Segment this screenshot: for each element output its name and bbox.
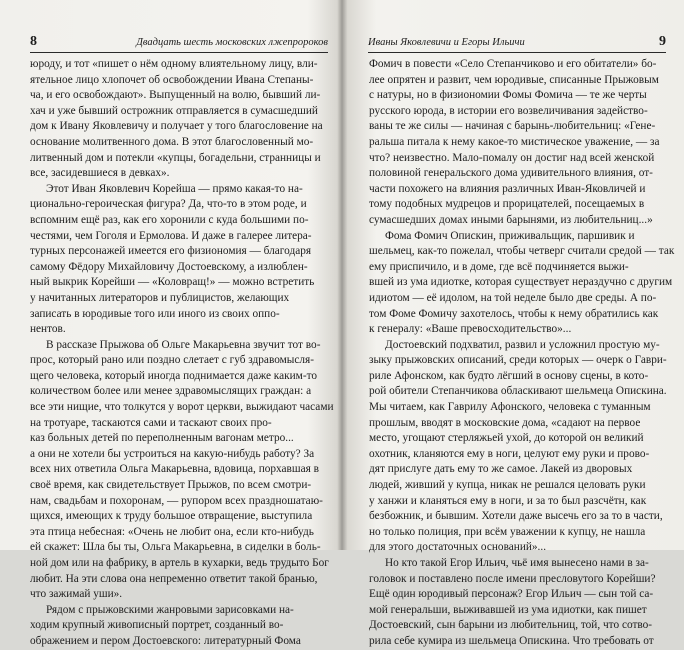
text-line: количеством более или менее здравомыслящих граждан: а (30, 385, 312, 398)
text-line: каз больных детей по переполненным вагонам метро... (30, 432, 294, 445)
text-line: ятельное лицо хлопочет об освобождении Ивана Степаны- (30, 73, 314, 86)
text-line: ображением и пером Достоевского: литературный Фома (30, 634, 301, 647)
text-line: тому подобных мудрецов и прорицателей, посещаемых в (369, 198, 645, 211)
right-running-head: Иваны Яковлевичи и Егоры Ильичи (368, 37, 525, 48)
text-line: записать в юродивые того или иного из своих оппо- (30, 307, 280, 320)
text-line: вшей из ума идиотке, которая существует нераздучно с другим (369, 276, 673, 289)
left-page (0, 0, 342, 647)
left-running-head: Двадцать шесть московских лжепророков (136, 37, 328, 48)
text-line: риле Афонском, как будто лёгший в основу сцены, в кото- (369, 369, 649, 382)
text-line: но только полиция, при всём уважении к купцу, не нашла (369, 525, 646, 538)
text-line: у начитанных литераторов и публицистов, желающих (30, 291, 290, 304)
text-line: рой обители Степанчикова облаcкивают шельмеца Опискина. (369, 385, 667, 398)
text-line: охотник, кланяются ему в ноги, целуют ему руки и прово- (369, 447, 650, 460)
left-page-text (30, 57, 334, 650)
text-line: ходим крупный живописный портрет, созданный во- (30, 619, 284, 632)
text-line: нентов. (30, 323, 66, 336)
text-line: вспомним ещё раз, как его хоронили с куда большими по- (30, 213, 309, 226)
text-line: лее опрятен и развит, чем юродивые, списанные Прыжовым (369, 73, 659, 86)
text-line: ей скажет: Шла бы ты, Ольга Макарьевна, в сиделки в боль- (30, 541, 321, 554)
right-page (342, 0, 684, 647)
left-page-header (30, 33, 328, 49)
text-line: сумасшедших домах иными барынями, из любительниц...» (369, 213, 653, 226)
text-line: к генералу: «Ваше превосходительство»... (369, 323, 572, 336)
text-line: все, засидевшиеся в девках». (30, 167, 170, 180)
text-line: Мы читаем, как Гаврилу Афонского, человека с туманным (369, 401, 651, 414)
text-line: с натуры, но в физиономии Фомы Фомича — те же черты (369, 89, 647, 102)
text-line: В рассказе Прыжова об Ольге Макарьевна звучит тот во- (46, 338, 321, 351)
text-line: рила себе кумира из шельмеца Опискина. Что требовать от (369, 634, 654, 647)
text-line: идиотом — её идолом, на той неделе было две среды. А по- (369, 291, 657, 304)
text-line: Ещё один юродивый персонаж? Егор Ильич — сын той са- (369, 588, 654, 601)
text-line: турных персонажей имеется его физиономия — благодаря (30, 245, 312, 258)
text-line: Этот Иван Яковлевич Корейша — прямо какая-то на- (46, 182, 303, 195)
text-line: что? неизвестно. Мало-помалу он достиг над всей женской (369, 151, 655, 164)
text-line: Рядом с прыжовскими жанровыми зарисовками на- (46, 603, 294, 616)
text-line: самому Фёдору Михайловичу Достоевскому, а излюблен- (30, 260, 308, 273)
text-line: прос, который рано или поздно слетает с губ здравомысля- (30, 354, 314, 367)
right-header-rule (368, 52, 666, 53)
right-page-text (369, 57, 675, 650)
text-line: щихся, имеющих к труду большое отвращение, выступила (30, 510, 313, 523)
text-line: дом к Ивану Яковлевичу и получает у того благословение на (30, 120, 323, 133)
text-line: мой генеральши, выживавшей из ума идиотки, как пишет (369, 603, 647, 616)
text-line: шельмец, как-то пожелал, чтобы четверг считали средой — так (369, 245, 675, 258)
text-line: ча, и его освобождают». Выпущенный на волю, бывший ли- (30, 89, 321, 102)
text-line: дят прислуге дать ему то же самое. Лакей из дворовых (369, 463, 633, 476)
text-line: Фомич в повести «Село Степанчиково и его обитатели» бо- (369, 58, 657, 70)
text-line: место, угощают стерляжьей ухой, до которой он великий (369, 432, 644, 445)
text-line: половиной генеральского дома удивительного влияния, от- (369, 167, 653, 180)
text-line: ционально-героическая фигура? Да, что-то в этом роде, и (30, 198, 307, 211)
text-line: том Фоме Фомичу захотелось, чтобы к нему обратились как (369, 307, 659, 320)
text-line: щего человека, который иногда поднимается даже каким-то (30, 369, 318, 382)
text-line: что зажимай уши». (30, 588, 123, 601)
text-line: любит. На эти слова она непременно ответит такой бранью, (30, 572, 318, 585)
text-line: хач и уже бывший острожник отправляется в сумасшедший (30, 104, 318, 117)
text-line: у ханжи и кланяться ему в ноги, и за то был разсчётн, как (369, 494, 647, 507)
text-line: Достоевский, сын барыни из любительниц, той, что сотво- (369, 619, 653, 632)
text-line: ной дом или на фабрику, в артель в кухарки, ведь трудыто Бог (30, 557, 329, 569)
text-line: честями, чем Гоголя и Ермолова. И даже в галерее литера- (30, 229, 312, 242)
text-line: ему приспичило, и в доме, где всё подчиняется выжи- (369, 260, 629, 273)
text-line: безбожник, и бывшим. Хотели даже высечь его за то в части, (369, 510, 663, 523)
text-line: ный выкрик Корейши — «Коловращ!» — можно встретить (30, 276, 315, 289)
right-page-number: 9 (659, 34, 666, 49)
text-line: прошлым, вводят в московские дома, «садают на первое (369, 416, 641, 429)
text-line: основание молитвенного дома. В этот благословенный мо- (30, 135, 314, 148)
text-line: юроду, и тот «пишет о нём одному влиятельному лицу, вли- (30, 58, 318, 70)
text-line: ральша питала к нему какое-то мистическое уважение, — за (369, 135, 660, 148)
left-page-number: 8 (30, 34, 37, 49)
text-line: эта птица небесная: «Очень не любит она, если кто-нибудь (30, 525, 314, 538)
text-line: Но кто такой Егор Ильич, чьё имя вынесено нами в за- (385, 557, 649, 569)
text-line: все эти нищие, что толкутся у ворот церкви, выжидают часами (30, 401, 334, 414)
text-line: нам, свадьбам и похоронам, — рупором всех праздношатаю- (30, 494, 323, 507)
text-line: зыку прыжовских описаний, среди которых — очерк о Гаври- (369, 354, 667, 367)
text-line: Достоевский подхватил, развил и усложнил простую му- (385, 338, 660, 351)
text-line: головок и поставлено после имени пресловутого Корейши? (369, 572, 656, 585)
text-line: для этого достаточных оснований»... (369, 541, 547, 554)
text-line: части похожего на влияния различных Иван-Яковличей и (369, 182, 646, 195)
right-page-header (368, 33, 666, 49)
text-line: ваны те же силы — начиная с барынь-любительниц: «Гене- (369, 120, 656, 133)
text-line: а они не хотели бы устроиться на какую-нибудь работу? За (30, 447, 315, 460)
text-line: своё время, как свидетельствует Прыжов, по всем смотри- (30, 479, 312, 492)
text-line: всех них ответила Ольга Макарьевна, вдовица, порхавшая в (30, 463, 319, 476)
text-line: литвенный дом и потекли «купцы, богадельни, странницы и (30, 151, 321, 164)
text-line: людей, живший у купца, никак не решался целовать руки (369, 479, 646, 492)
left-header-rule (30, 52, 328, 53)
text-line: русского юрода, в истории его возвеличивания задейство- (369, 104, 648, 117)
text-line: Фома Фомич Опискин, приживальщик, паршивик и (385, 229, 635, 242)
text-line: на тротуаре, таскаются сами и таскают своих про- (30, 416, 272, 429)
